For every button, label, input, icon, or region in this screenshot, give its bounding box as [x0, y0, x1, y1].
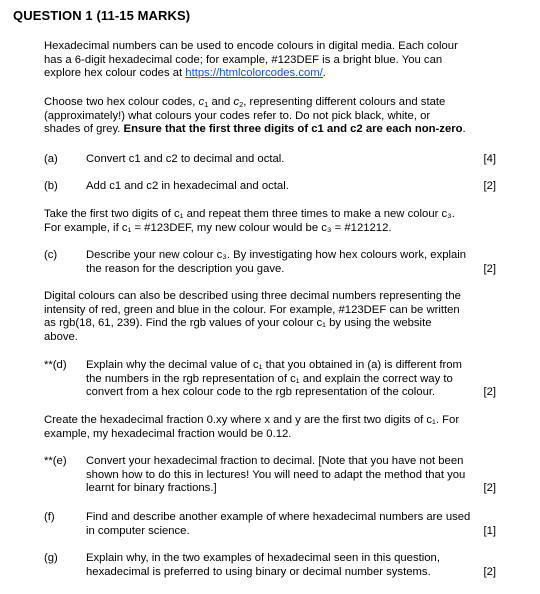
question-label: (c) — [44, 249, 58, 261]
marks-badge: [2] — [483, 565, 496, 578]
create-paragraph — [44, 414, 496, 441]
emphasis-text: Ensure that the first three digits of c1 and c2 are each non-zero — [123, 123, 463, 136]
question-label: (g) — [44, 552, 58, 564]
take-line: For example, if c₁ = #123DEF, my new colour would be c₃ = #121212. — [44, 221, 392, 234]
question-text: Explain why, in the two examples of hexadecimal seen in this question, hexadecimal is preferred to using binary or decimal number systems. — [86, 552, 440, 578]
question-text: Describe your new colour c₃. By investigating how hex colours work, explain the reason for the description you gave. — [86, 249, 467, 275]
marks-badge: [2] — [483, 262, 496, 275]
marks-badge: [2] — [483, 180, 496, 192]
question-label: (f) — [44, 511, 55, 523]
question-text: Convert your hexadecimal fraction to decimal. [Note that you have not been shown how to do this in lectures! You will need to adapt the method that you learnt for binary fractions.] — [86, 455, 466, 495]
take-line: Take the first two digits of c₁ and repeat them three times to make a new colour c₃. — [44, 208, 455, 220]
choose-line: (approximately!) what colours your codes refer to. Do not pick black, white, or — [44, 109, 431, 122]
marks-badge: [2] — [483, 386, 496, 399]
digital-line: Digital colours can also be described using three decimal numbers representing the — [44, 290, 461, 302]
choose-paragraph — [44, 96, 496, 137]
intro-line: explore hex colour codes at https://htmlcolorcodes.com/. — [44, 67, 326, 80]
intro-paragraph — [44, 40, 496, 81]
question-label: **(d) — [44, 359, 67, 371]
create-line: Create the hexadecimal fraction 0.xy where x and y are the first two digits of c₁. For — [44, 414, 460, 426]
create-line: example, my hexadecimal fraction would be 0.12. — [44, 427, 292, 440]
question-title: QUESTION 1 (11-15 MARKS) — [13, 8, 191, 23]
question-text: Find and describe another example of where hexadecimal numbers are used in computer science. — [86, 511, 471, 537]
intro-line: Hexadecimal numbers can be used to encode colours in digital media. Each colour — [44, 40, 458, 52]
question-text: Add c1 and c2 in hexadecimal and octal. — [86, 180, 289, 192]
digital-line: above. — [44, 330, 78, 343]
choose-line: Choose two hex colour codes, $c_1$ and $c_2$, representing different colours and state — [44, 96, 446, 109]
intro-line: has a 6-digit hexadecimal code; for example, #123DEF is a bright blue. You can — [44, 53, 443, 66]
question-text: Explain why the decimal value of c₁ that you obtained in (a) is different from the numbers in the rgb representation of c₁ and explain the correct way to convert from a hex colour code to the rgb representation of the colour. — [86, 359, 462, 399]
colour-codes-link[interactable]: https://htmlcolorcodes.com/ — [185, 67, 323, 80]
marks-badge: [2] — [483, 482, 496, 495]
question-label: (a) — [44, 153, 58, 165]
choose-line: shades of grey. Ensure that the first three digits of c1 and c2 are each non-zero. — [44, 123, 466, 136]
digital-line: intensity of red, green and blue in the colour. For example, #123DEF can be written — [44, 303, 460, 316]
question-label: (b) — [44, 180, 58, 192]
marks-badge: [4] — [483, 153, 496, 165]
take-paragraph — [44, 208, 496, 235]
marks-badge: [1] — [483, 524, 496, 537]
digital-line: as rgb(18, 61, 239). Find the rgb values of your colour c₁ by using the website — [44, 317, 432, 330]
question-label: **(e) — [44, 455, 67, 467]
question-text: Convert c1 and c2 to decimal and octal. — [86, 153, 285, 165]
digital-paragraph — [44, 290, 496, 344]
